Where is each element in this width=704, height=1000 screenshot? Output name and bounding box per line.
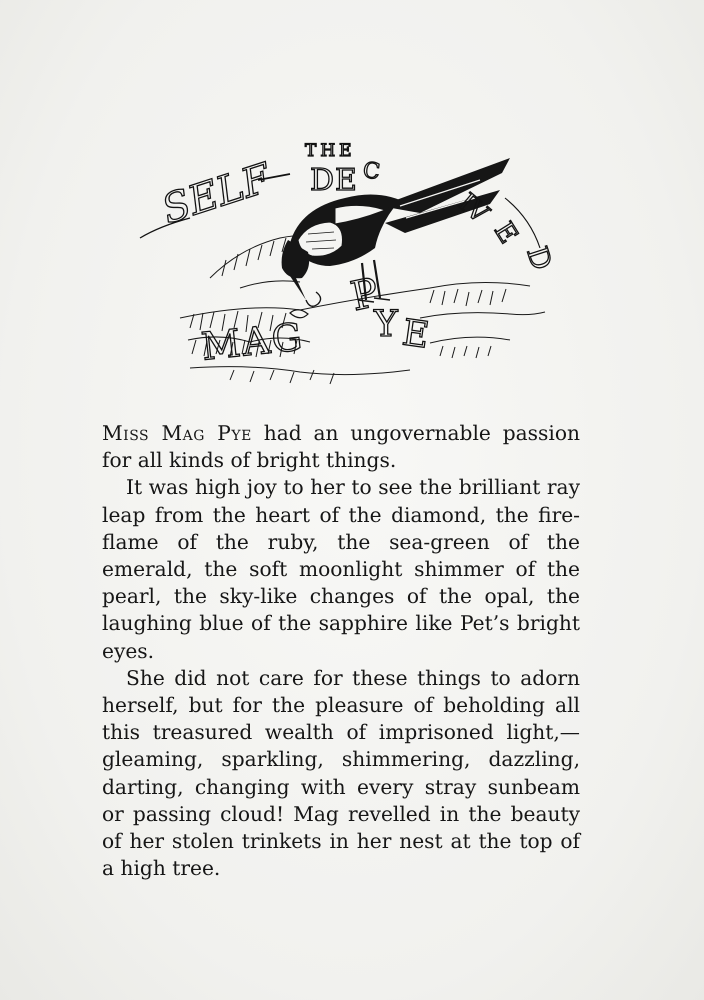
title-word-the: THE [305, 141, 356, 161]
title-word-deceived-part1: DE [310, 163, 358, 198]
title-word-pye-e: E [399, 312, 432, 357]
story-paragraph-2: It was high joy to her to see the brilliant ray leap from the heart of the diamond, the fire-flame of the ruby, the sea-green of the emerald, the soft moonlight shimmer of the pearl, the sky-like changes of the opal, the laughing blue of the sapphire like Pet’s bright eyes. [102, 475, 580, 663]
paragraph-1-text: had an ungovernable passion for all kinds of bright things. [102, 421, 580, 473]
story-text [102, 420, 580, 882]
title-word-self: SELF [156, 155, 277, 234]
title-word-pye-y: Y [374, 304, 398, 345]
title-word-deceived-part2: C [361, 158, 382, 186]
title-word-deceived-part3: IV [452, 187, 494, 230]
title-vignette-illustration [130, 128, 560, 393]
title-word-mag: MAG [199, 314, 307, 369]
story-paragraph-1 [102, 420, 580, 474]
title-word-deceived-part4: E [487, 217, 524, 250]
title-word-deceived-part5: D [520, 242, 559, 275]
title-word-pye-p: P [346, 269, 383, 321]
opening-small-caps: Miss Mag Pye [102, 421, 252, 445]
story-paragraph-3: She did not care for these things to adorn herself, but for the pleasure of beholding all this treasured wealth of imprisoned light,—gleaming, sparkling, shimmering, dazzling, darting, changing with every stray sunbeam or passing cloud! Mag revelled in the beauty of her stolen trinkets in her nest at the top of a high tree. [102, 665, 580, 881]
